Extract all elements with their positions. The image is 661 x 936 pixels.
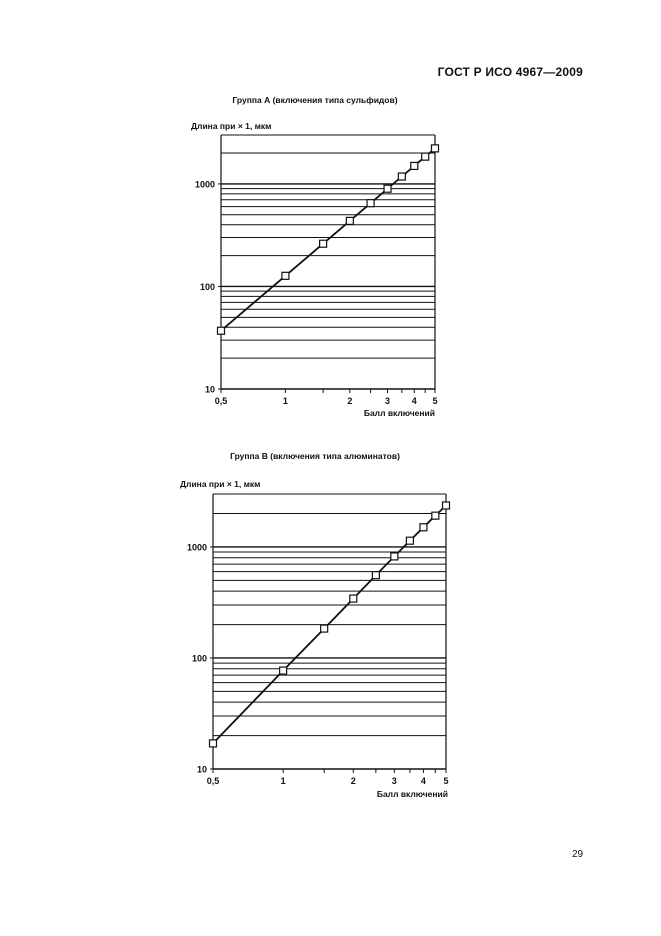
- x-tick-label: 0,5: [214, 396, 228, 406]
- page-number: 29: [572, 849, 584, 860]
- x-axis-label: Балл включений: [376, 789, 448, 799]
- x-tick-label: 1: [280, 776, 286, 786]
- chart-title: Группа А (включения типа сульфидов): [232, 95, 398, 105]
- y-tick-label: 10: [204, 384, 215, 395]
- data-point: [432, 512, 439, 519]
- x-tick-label: 3: [391, 776, 397, 786]
- y-axis-label: Длина при × 1, мкм: [191, 121, 272, 131]
- document-header: ГОСТ Р ИСО 4967—2009: [437, 65, 583, 79]
- x-tick-label: 1: [282, 396, 288, 406]
- x-tick-label: 3: [385, 396, 391, 406]
- data-point: [391, 553, 398, 560]
- x-tick-label: 4: [420, 776, 426, 786]
- x-tick-label: 2: [347, 396, 353, 406]
- data-point: [420, 524, 427, 531]
- y-tick-label: 1000: [186, 542, 207, 553]
- data-point: [372, 572, 379, 579]
- y-tick-label: 100: [191, 653, 207, 664]
- x-tick-label: 2: [350, 776, 356, 786]
- x-tick-label: 0,5: [206, 776, 220, 786]
- data-point: [350, 595, 357, 602]
- y-tick-label: 100: [199, 281, 215, 292]
- data-point: [443, 502, 450, 509]
- x-tick-label: 4: [411, 396, 417, 406]
- data-point: [210, 740, 217, 747]
- chart-title: Группа В (включения типа алюминатов): [230, 451, 400, 461]
- data-point: [406, 537, 413, 544]
- y-tick-label: 1000: [194, 179, 215, 190]
- x-axis-label: Балл включений: [363, 408, 435, 418]
- data-point: [280, 667, 287, 674]
- y-axis-label: Длина при × 1, мкм: [180, 479, 261, 489]
- x-tick-label: 5: [432, 396, 438, 406]
- x-tick-label: 5: [443, 776, 449, 786]
- y-tick-label: 10: [196, 764, 207, 775]
- data-point: [321, 625, 328, 632]
